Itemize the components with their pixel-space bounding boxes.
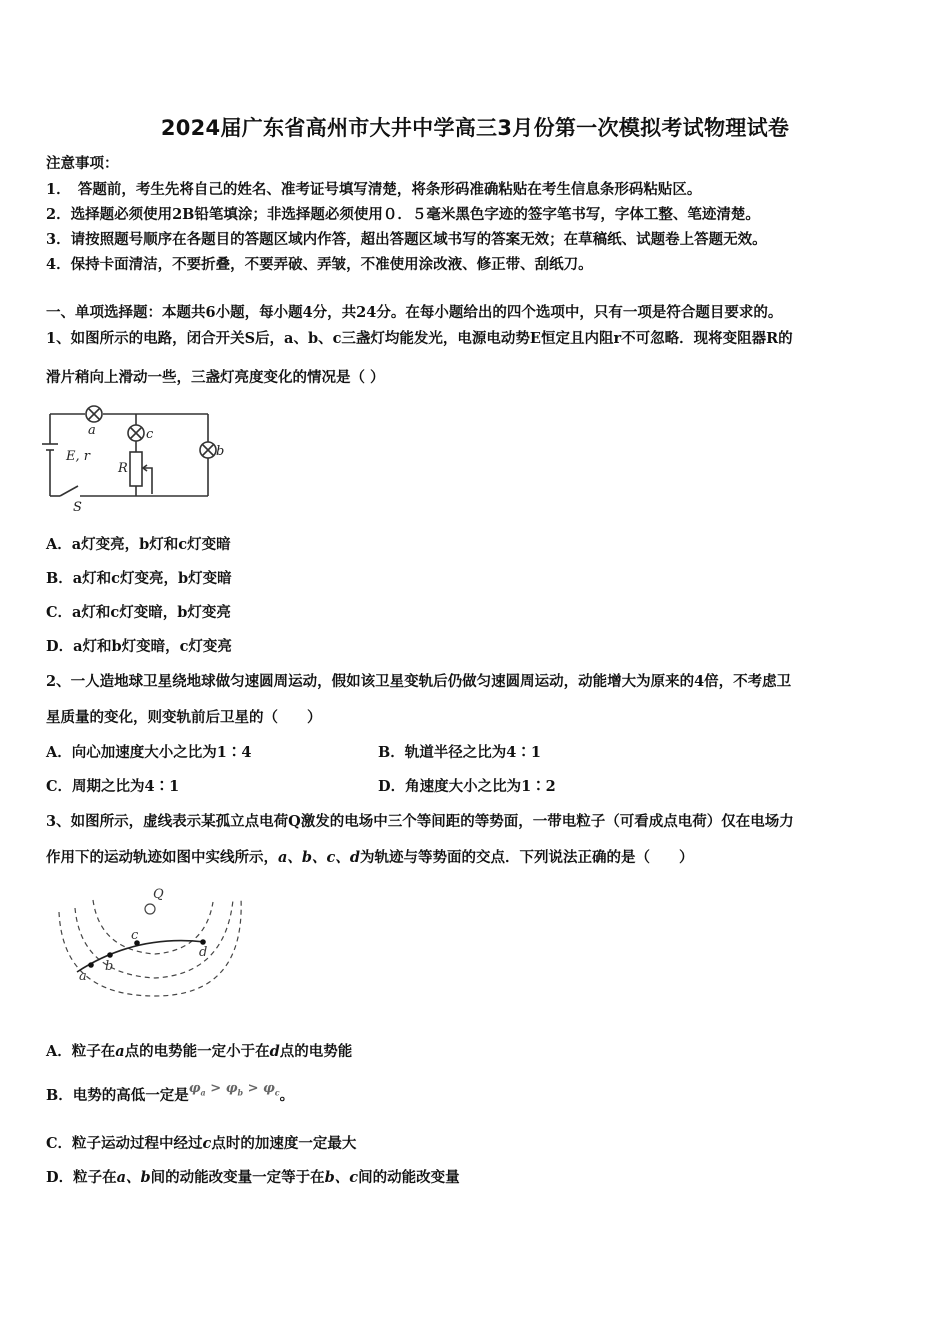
q3-option-c-pre: C．粒子运动过程中经过 <box>46 1135 203 1152</box>
q3-option-b-pre: B．电势的高低一定是 <box>46 1087 189 1104</box>
q1-stem-line-1: 1、如图所示的电路，闭合开关S后，a、b、c三盏灯均能发光，电源电动势E恒定且内阻r不可忽略．现将变阻器R的 <box>46 330 793 347</box>
q3-option-d-bc: b、c <box>324 1169 359 1186</box>
q3-label-b: b <box>105 959 114 974</box>
q1-option-a: A．a灯变亮，b灯和c灯变暗 <box>46 536 231 553</box>
q3-option-a-letter-d: d <box>269 1043 280 1060</box>
q1-stem-line-2: 滑片稍向上滑动一些，三盏灯亮度变化的情况是（ ） <box>46 369 385 386</box>
notice-item-1: 1． 答题前，考生先将自己的姓名、准考证号填写清楚，将条形码准确粘贴在考生信息条形码粘贴区。 <box>46 181 702 198</box>
phi-c: φ <box>263 1081 275 1096</box>
q3-stem-line-2 <box>46 846 694 867</box>
q1-label-s: S <box>73 500 82 515</box>
q3-option-d-mid: 间的动能改变量一定等于在 <box>150 1169 325 1186</box>
phi-b: φ <box>225 1081 238 1096</box>
q2-stem-line-1: 2、一人造地球卫星绕地球做匀速圆周运动，假如该卫星变轨后仍做匀速圆周运动，动能增大为原来的4倍，不考虑卫 <box>46 673 792 690</box>
q1-circuit-figure <box>40 398 230 516</box>
q3-option-a <box>46 1040 352 1061</box>
q2-option-d: D．角速度大小之比为1∶2 <box>378 778 556 795</box>
q3-option-b-formula <box>189 1081 280 1096</box>
exam-title: 2024届广东省高州市大井中学高三3月份第一次模拟考试物理试卷 <box>160 116 790 140</box>
q1-label-r: R <box>118 461 128 476</box>
q3-option-a-mid: 点的电势能一定小于在 <box>124 1043 270 1060</box>
notice-item-4: 4．保持卡面清洁，不要折叠，不要弄破、弄皱，不准使用涂改液、修正带、刮纸刀。 <box>46 256 593 273</box>
q1-option-c: C．a灯和c灯变暗，b灯变亮 <box>46 604 231 621</box>
q1-option-d: D．a灯和b灯变暗，c灯变亮 <box>46 638 232 655</box>
q1-label-er: E, r <box>66 449 90 464</box>
q2-option-c: C．周期之比为4∶1 <box>46 778 180 795</box>
q3-option-a-post: 点的电势能 <box>279 1043 353 1060</box>
q2-stem-line-2: 星质量的变化，则变轨前后卫星的（ ） <box>46 709 322 726</box>
q1-label-b: b <box>216 444 225 459</box>
q3-label-c: c <box>131 928 139 943</box>
q1-option-b: B．a灯和c灯变亮，b灯变暗 <box>46 570 232 587</box>
notice-heading: 注意事项： <box>46 155 119 172</box>
phi-sub-a: a <box>200 1087 206 1098</box>
q3-stem-post: 为轨迹与等势面的交点．下列说法正确的是（ ） <box>360 849 694 866</box>
q3-option-c-post: 点时的加速度一定最大 <box>211 1135 357 1152</box>
phi-a: φ <box>188 1081 201 1096</box>
q3-option-c <box>46 1132 356 1153</box>
q1-label-c: c <box>146 427 154 442</box>
notice-item-2: 2．选择题必须使用2B铅笔填涂；非选择题必须使用０．５毫米黑色字迹的签字笔书写，字体工整、笔迹清楚。 <box>46 206 760 223</box>
q3-option-d-post: 间的动能改变量 <box>358 1169 460 1186</box>
notice-item-3: 3．请按照题号顺序在各题目的答题区域内作答，超出答题区域书写的答案无效；在草稿纸、试题卷上答题无效。 <box>46 231 767 248</box>
phi-sub-c: c <box>274 1087 280 1098</box>
q3-stem-pre: 作用下的运动轨迹如图中实线所示， <box>46 849 278 866</box>
q3-label-q: Q <box>153 887 164 902</box>
section-heading: 一、单项选择题：本题共6小题，每小题4分，共24分。在每小题给出的四个选项中，只有一项是符合题目要求的。 <box>46 304 783 321</box>
q3-option-d-ab: a、b <box>116 1169 151 1186</box>
q3-option-a-letter-a: a <box>115 1043 125 1060</box>
q2-option-b: B．轨道半径之比为4∶1 <box>378 744 541 761</box>
q3-option-b <box>46 1081 295 1106</box>
gt-2: > <box>247 1081 259 1096</box>
charge-q <box>145 904 155 914</box>
q3-option-a-pre: A．粒子在 <box>46 1043 116 1060</box>
q3-label-a: a <box>79 969 87 984</box>
q3-field-figure <box>55 882 255 1000</box>
gt-1: > <box>210 1081 222 1096</box>
q3-option-b-post: 。 <box>279 1087 295 1104</box>
phi-sub-b: b <box>237 1087 244 1098</box>
q3-label-d: d <box>199 945 208 960</box>
q3-option-d <box>46 1166 460 1187</box>
q3-option-c-letter: c <box>202 1135 212 1152</box>
q3-option-d-pre: D．粒子在 <box>46 1169 117 1186</box>
q3-stem-letters: a、b、c、d <box>278 849 361 866</box>
q2-option-a: A．向心加速度大小之比为1∶4 <box>46 744 252 761</box>
q1-label-a: a <box>88 423 96 438</box>
q3-stem-line-1: 3、如图所示，虚线表示某孤立点电荷Q激发的电场中三个等间距的等势面，一带电粒子（可看成点电荷）仅在电场力 <box>46 813 794 830</box>
